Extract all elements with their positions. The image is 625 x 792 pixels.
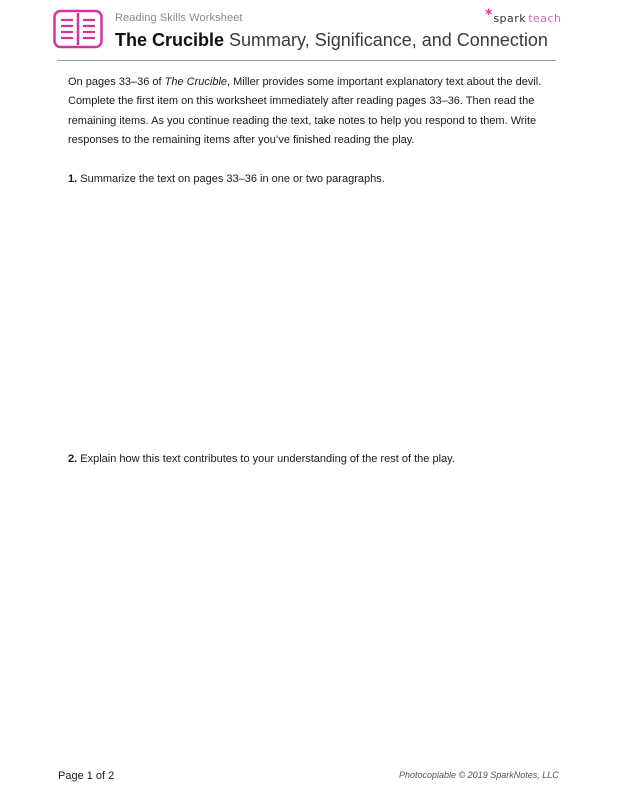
- intro-paragraph: [68, 73, 543, 151]
- brand-spark: spark: [493, 12, 527, 25]
- question-2: [68, 453, 548, 465]
- page-title: [115, 30, 548, 51]
- sparkteach-logo: [485, 7, 562, 28]
- header-divider: [57, 60, 556, 61]
- page-number: Page 1 of 2: [58, 770, 115, 782]
- brand-teach: teach: [528, 12, 562, 25]
- intro-part1: On pages 33–36 of: [68, 76, 165, 88]
- question-1-text: Summarize the text on pages 33–36 in one or two paragraphs.: [77, 173, 385, 185]
- title-book-name: The Crucible: [115, 30, 225, 50]
- brand-asterisk-icon: *: [485, 7, 493, 23]
- intro-book-title: The Crucible: [164, 76, 227, 88]
- copyright-notice: Photocopiable © 2019 SparkNotes, LLC: [399, 770, 559, 780]
- question-1: [68, 173, 548, 185]
- question-2-number: 2.: [68, 453, 78, 465]
- title-rest: Summary, Significance, and Connection: [224, 30, 548, 50]
- intro-part2: , Miller provides some important explanatory text about the devil. Complete the first item on this worksheet immediately after reading pages 33–36. Then read the remaining items. As you continue reading the text, take notes to help you respond to them. Write responses to the remaining items after you’ve finished reading the play.: [68, 76, 542, 147]
- question-2-text: Explain how this text contributes to your understanding of the rest of the play.: [77, 453, 455, 465]
- open-book-icon: [53, 9, 103, 49]
- question-1-number: 1.: [68, 173, 78, 185]
- worksheet-type-label: Reading Skills Worksheet: [115, 12, 243, 24]
